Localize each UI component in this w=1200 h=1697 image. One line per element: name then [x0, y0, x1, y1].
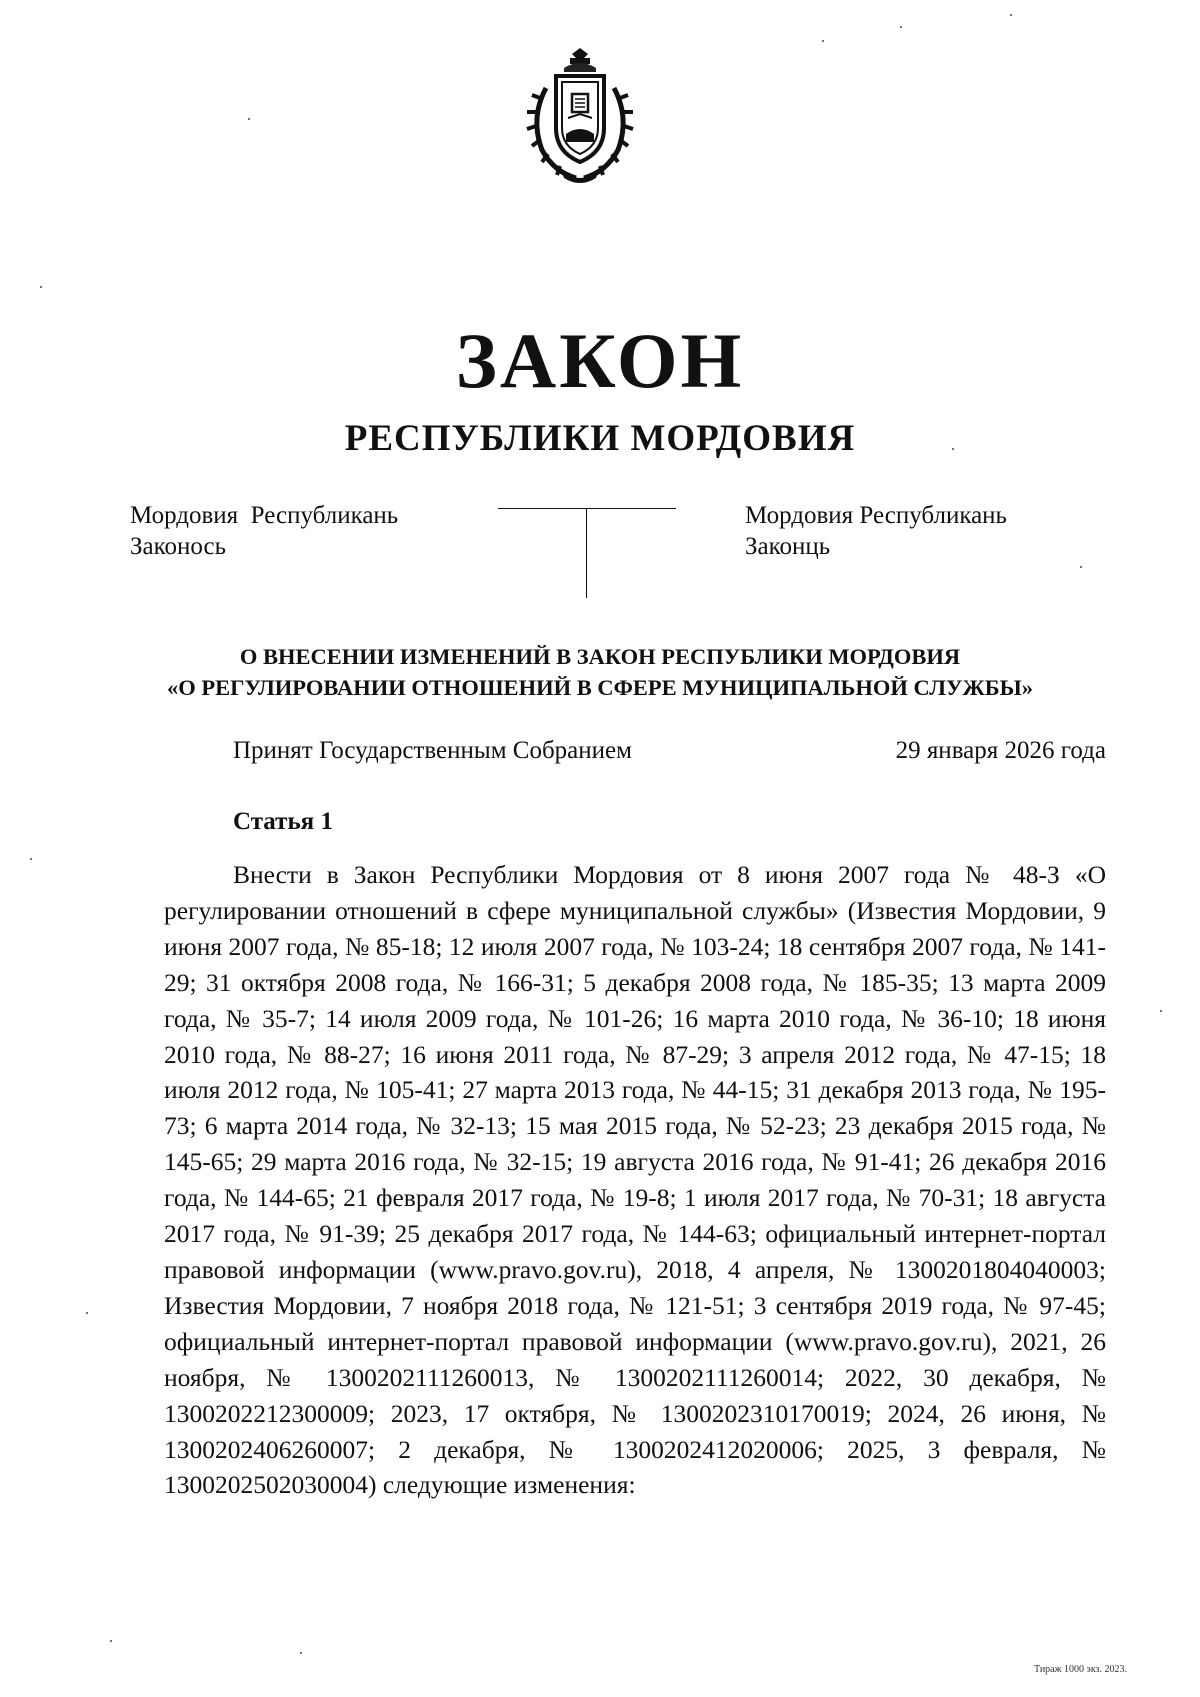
registration-horizontal-line [498, 508, 676, 509]
scan-speck [952, 448, 954, 450]
scan-speck [1160, 1010, 1162, 1012]
print-run-note: Тираж 1000 экз. 2023. [1033, 1664, 1127, 1675]
adoption-date: 29 января 2026 года [895, 737, 1106, 764]
scan-speck [900, 26, 902, 28]
adoption-label: Принят Государственным Собранием [233, 737, 632, 764]
registration-vertical-line [586, 508, 587, 598]
scan-speck [248, 118, 250, 120]
law-heading [0, 641, 1200, 703]
scan-speck [30, 858, 32, 860]
scan-speck [110, 1640, 112, 1642]
erzya-title-line1: Мордовия Республикань [745, 502, 1007, 529]
document-title: ЗАКОН [455, 317, 745, 404]
scan-speck [1010, 14, 1012, 16]
moksha-title-block [130, 500, 398, 562]
article-title: Статья 1 [233, 808, 333, 835]
moksha-title-line2: Законось [130, 533, 226, 560]
erzya-title-block [745, 500, 1007, 562]
document-subtitle: РЕСПУБЛИКИ МОРДОВИЯ [344, 418, 856, 459]
erzya-title-line2: Законць [745, 533, 831, 560]
coat-of-arms-icon [526, 48, 634, 184]
scan-speck [822, 40, 824, 42]
scan-speck [300, 1652, 302, 1654]
article-text: Внести в Закон Республики Мордовия от 8 июня 2007 года № 48-З «О регулировании отношений в сфере муниципальной службы» (Известия Мордовии, 9 июня 2007 года, № 85-18; 12 июля 2007 года, № 103-24; 18 сентября 2007 года, № 141-29; 31 октября 2008 года, № 166-31; 5 декабря 2008 года, № 185-35; 13 марта 2009 года, № 35-7; 14 июля 2009 года, № 101-26; 16 марта 2010 года, № 36-10; 18 июня 2010 года, № 88-27; 16 июня 2011 года, № 87-29; 3 апреля 2012 года, № 47-15; 18 июля 2012 года, № 105-41; 27 марта 2013 года, № 44-15; 31 декабря 2013 года, № 195-73; 6 марта 2014 года, № 32-13; 15 мая 2015 года, № 52-23; 23 декабря 2015 года, № 145-65; 29 марта 2016 года, № 32-15; 19 августа 2016 года, № 91-41; 26 декабря 2016 года, № 144-65; 21 февраля 2017 года, № 19-8; 1 июля 2017 года, № 70-31; 18 августа 2017 года, № 91-39; 25 декабря 2017 года, № 144-63; официальный интернет-портал правовой информации (www.pravo.gov.ru), 2018, 4 апреля, № 1300201804040003; Известия Мордовии, 7 ноября 2018 года, № 121-51; 3 сентября 2019 года, № 97-45; официальный интернет-портал правовой информации (www.pravo.gov.ru), 2021, 26 ноября, № 1300202111260013, № 1300202111260014; 2022, 30 декабря, № 1300202212300009; 2023, 17 октября, № 1300202310170019; 2024, 26 июня, № 1300202406260007; 2 декабря, № 1300202412020006; 2025, 3 февраля, № 1300202502030004) следующие изменения: [164, 860, 1106, 1500]
moksha-title-line1: Мордовия Республикань [130, 502, 399, 529]
law-heading-line2: «О РЕГУЛИРОВАНИИ ОТНОШЕНИЙ В СФЕРЕ МУНИЦИПАЛЬНОЙ СЛУЖБЫ» [167, 675, 1033, 700]
scan-speck [1080, 566, 1082, 568]
law-heading-line1: О ВНЕСЕНИИ ИЗМЕНЕНИЙ В ЗАКОН РЕСПУБЛИКИ МОРДОВИЯ [239, 644, 961, 669]
scan-speck [86, 1312, 88, 1314]
scan-speck [40, 286, 42, 288]
